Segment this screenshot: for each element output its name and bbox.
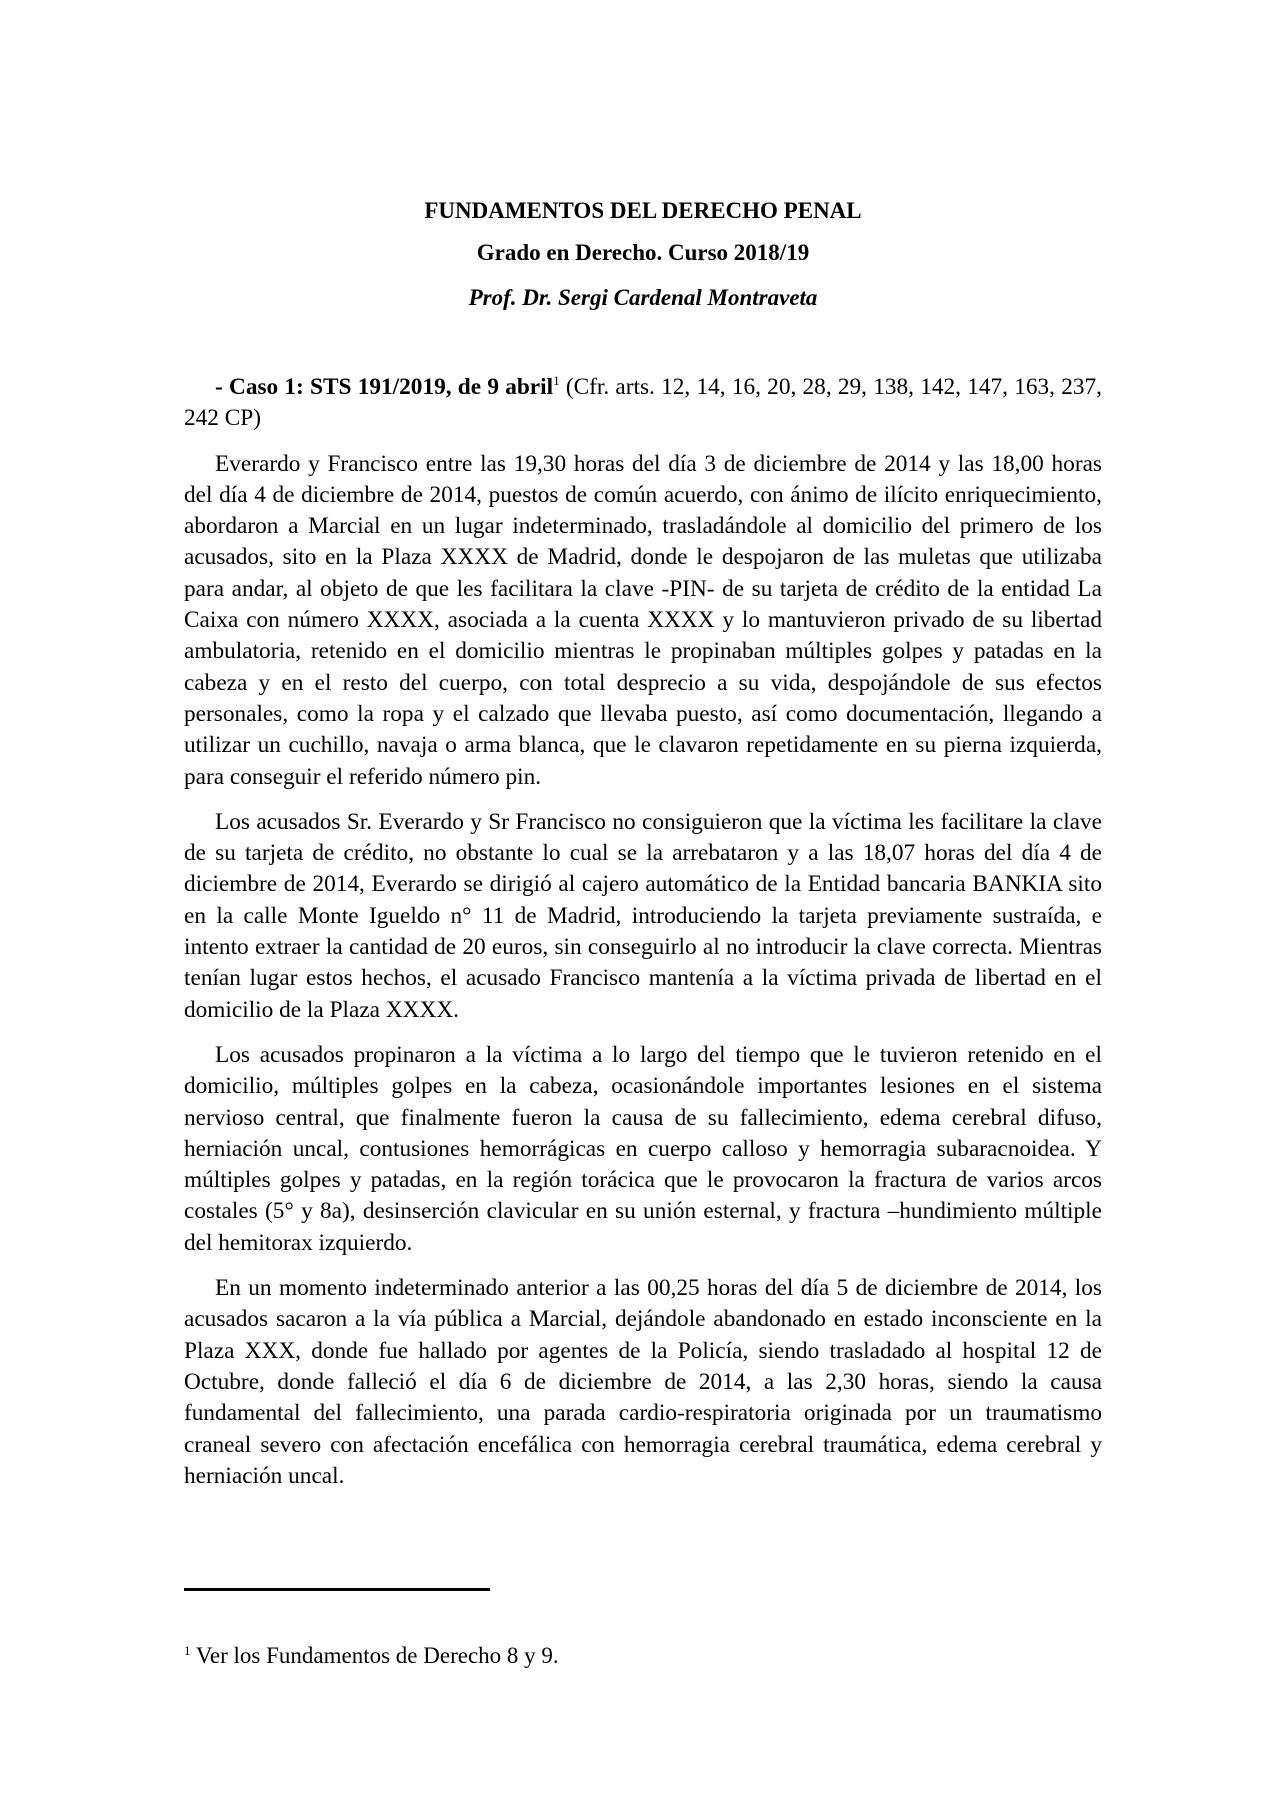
case-heading-bold: - Caso 1: STS 191/2019, de 9 abril [215,374,554,400]
case-heading [184,372,1102,435]
document-subtitle: Grado en Derecho. Curso 2018/19 [476,240,810,265]
case-heading-rest: (Cfr. arts. 12, 14, 16, 20, 28, 29, 138, 142, 147, 163, 237, 242 CP) [184,374,1103,432]
document-title: FUNDAMENTOS DEL DERECHO PENAL [424,198,862,223]
professor-name: Prof. Dr. Sergi Cardenal Montraveta [468,285,818,310]
footnote-mark: 1 [184,1643,191,1658]
footnote-separator [184,1588,490,1591]
paragraph-1: Everardo y Francisco entre las 19,30 horas del día 3 de diciembre de 2014 y las 18,00 horas del día 4 de diciembre de 2014, puestos de común acuerdo, con ánimo de ilícito enriquecimiento, abordaron a Marcial en un lugar indeterminado, trasladándole al domicilio del primero de los acusados, sito en la Plaza XXXX de Madrid, donde le despojaron de las muletas que utilizaba para andar, al objeto de que les facilitara la clave -PIN- de su tarjeta de crédito de la entidad La Caixa con número XXXX, asociada a la cuenta XXXX y lo mantuvieron privado de su libertad ambulatoria, retenido en el domicilio mientras le propinaban múltiples golpes y patadas en la cabeza y en el resto del cuerpo, con total desprecio a su vida, despojándole de sus efectos personales, como la ropa y el calzado que llevaba puesto, así como documentación, llegando a utilizar un cuchillo, navaja o arma blanca, que le clavaron repetidamente en su pierna izquierda, para conseguir el referido número pin. [184,450,1102,790]
paragraph-2: Los acusados Sr. Everardo y Sr Francisco no consiguieron que la víctima les facilitare la clave de su tarjeta de crédito, no obstante lo cual se la arrebataron y a las 18,07 horas del día 4 de diciembre de 2014, Everardo se dirigió al cajero automático de la Entidad bancaria BANKIA sito en la calle Monte Igueldo n° 11 de Madrid, introduciendo la tarjeta previamente sustraída, e intento extraer la cantidad de 20 euros, sin conseguirlo al no introducir la clave correcta. Mientras tenían lugar estos hechos, el acusado Francisco mantenía a la víctima privada de libertad en el domicilio de la Plaza XXXX. [184,808,1102,1023]
paragraph-3: Los acusados propinaron a la víctima a lo largo del tiempo que le tuvieron retenido en el domicilio, múltiples golpes en la cabeza, ocasionándole importantes lesiones en el sistema nervioso central, que finalmente fueron la causa de su fallecimiento, edema cerebral difuso, herniación uncal, contusiones hemorrágicas en cuerpo calloso y hemorragia subaracnoidea. Y múltiples golpes y patadas, en la región torácica que le provocaron la fractura de varios arcos costales (5° y 8a), desinserción clavicular en su unión esternal, y fractura –hundimiento múltiple del hemitorax izquierdo. [184,1041,1102,1256]
footnote-text: Ver los Fundamentos de Derecho 8 y 9. [190,1643,559,1668]
footnote-reference: 1 [553,373,560,388]
paragraph-4: En un momento indeterminado anterior a las 00,25 horas del día 5 de diciembre de 2014, los acusados sacaron a la vía pública a Marcial, dejándole abandonado en estado inconsciente en la Plaza XXX, donde fue hallado por agentes de la Policía, siendo trasladado al hospital 12 de Octubre, donde falleció el día 6 de diciembre de 2014, a las 2,30 horas, siendo la causa fundamental del fallecimiento, una parada cardio-respiratoria originada por un traumatismo craneal severo con afectación encefálica con hemorragia cerebral traumática, edema cerebral y herniación uncal. [184,1275,1102,1489]
footnote [184,1641,1102,1671]
document-body [184,372,1102,1506]
